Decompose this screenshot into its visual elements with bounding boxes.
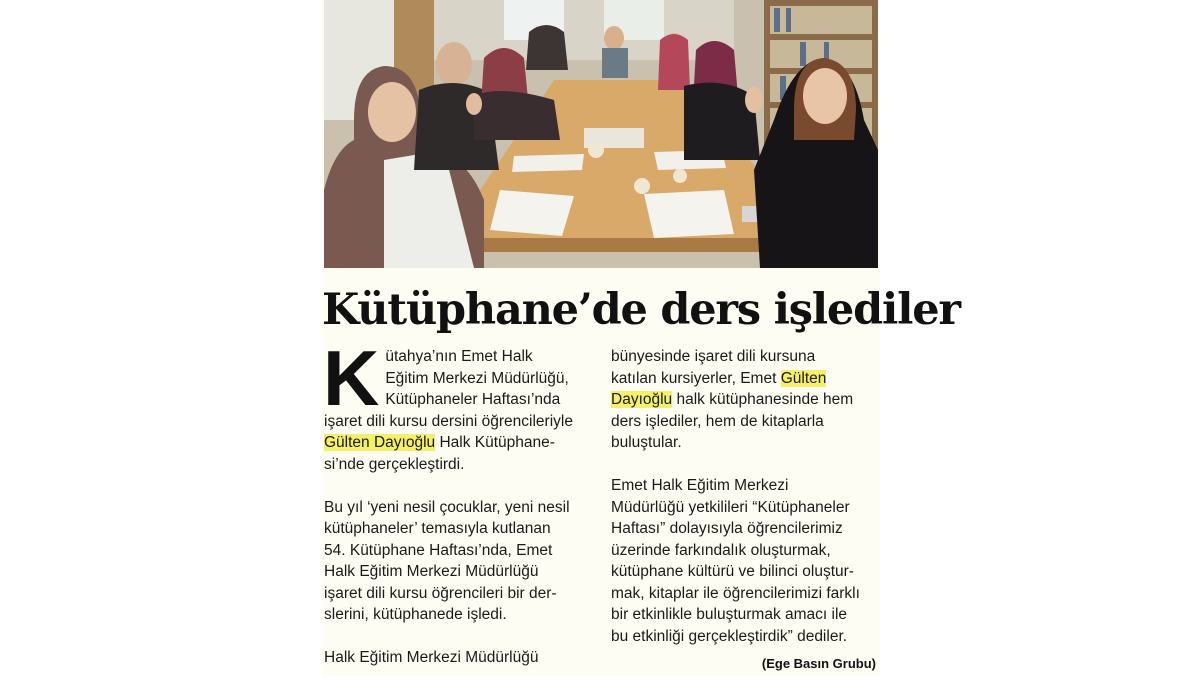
- text-line: Müdürlüğü yetkilileri “Kütüphaneler: [611, 498, 850, 516]
- text-line: Kütüphaneler Haftası’nda: [385, 391, 561, 408]
- text-line: Eğitim Merkezi Müdürlüğü,: [385, 369, 569, 387]
- text-line: mak, kitaplar ile öğrencilerimizi farklı: [611, 584, 860, 602]
- newspaper-clipping: [322, 0, 960, 676]
- text-line: kütüphaneler’ temasıyla kutlanan: [324, 520, 551, 537]
- text-line: ütahya’nın Emet Halk: [385, 348, 533, 365]
- text-line: [611, 389, 881, 411]
- paragraph-continued: [324, 647, 594, 669]
- article-photo: [324, 0, 878, 268]
- text-line: si’nde gerçekleştirdi.: [324, 455, 465, 473]
- text-line: Halk Eğitim Merkezi Müdürlüğü: [324, 649, 539, 666]
- text-line: [611, 368, 881, 390]
- text-fragment: katılan kursiyerler, Emet: [611, 369, 781, 387]
- text-line: Halk Eğitim Merkezi Müdürlüğü: [324, 563, 539, 580]
- text-line: buluştular.: [611, 434, 682, 451]
- text-line: bir etkinlikle buluşturmak amacı ile: [611, 606, 848, 623]
- text-line: Emet Halk Eğitim Merkezi: [611, 477, 789, 494]
- paragraph-library-visit: [611, 346, 881, 454]
- text-line: işaret dili kursu öğrencileri bir der-: [324, 584, 557, 602]
- article-headline: Kütüphane’de ders işlediler: [322, 285, 960, 335]
- text-line: Haftası” dolayısıyla öğrencilerimiz: [611, 520, 843, 537]
- article-column-left: [323, 334, 594, 690]
- text-line: bünyesinde işaret dili kursuna: [611, 348, 816, 365]
- paragraph-intro: [323, 334, 594, 475]
- text-line: üzerinde farkındalık oluşturmak,: [611, 541, 831, 559]
- text-fragment: Halk Kütüphane-: [435, 434, 555, 451]
- article-column-right: [611, 346, 881, 669]
- highlighted-name: Gülten: [780, 369, 827, 387]
- classroom-photo-icon: [324, 0, 878, 268]
- text-fragment: halk kütüphanesinde hem: [672, 391, 854, 408]
- text-line: işaret dili kursu dersini öğrencileriyle: [324, 412, 573, 430]
- paragraph-theme: [324, 497, 594, 626]
- paragraph-quote: [611, 475, 881, 647]
- text-line: 54. Kütüphane Haftası’nda, Emet: [324, 541, 553, 559]
- drop-cap: K: [323, 334, 380, 422]
- text-line: ders işlediler, hem de kitaplarla: [611, 412, 824, 430]
- text-line: kütüphane kültürü ve bilinci oluştur-: [611, 563, 854, 580]
- text-line: bu etkinliği gerçekleştirdik” dediler.: [611, 627, 848, 645]
- text-line: Bu yıl ‘yeni nesil çocuklar, yeni nesil: [324, 498, 570, 516]
- highlighted-name: Gülten Dayıoğlu: [324, 434, 436, 451]
- source-credit: (Ege Basın Grubu): [761, 656, 876, 671]
- text-line: [324, 432, 594, 454]
- highlighted-name: Dayıoğlu: [611, 391, 673, 408]
- text-line: slerini, kütüphanede işledi.: [324, 606, 507, 623]
